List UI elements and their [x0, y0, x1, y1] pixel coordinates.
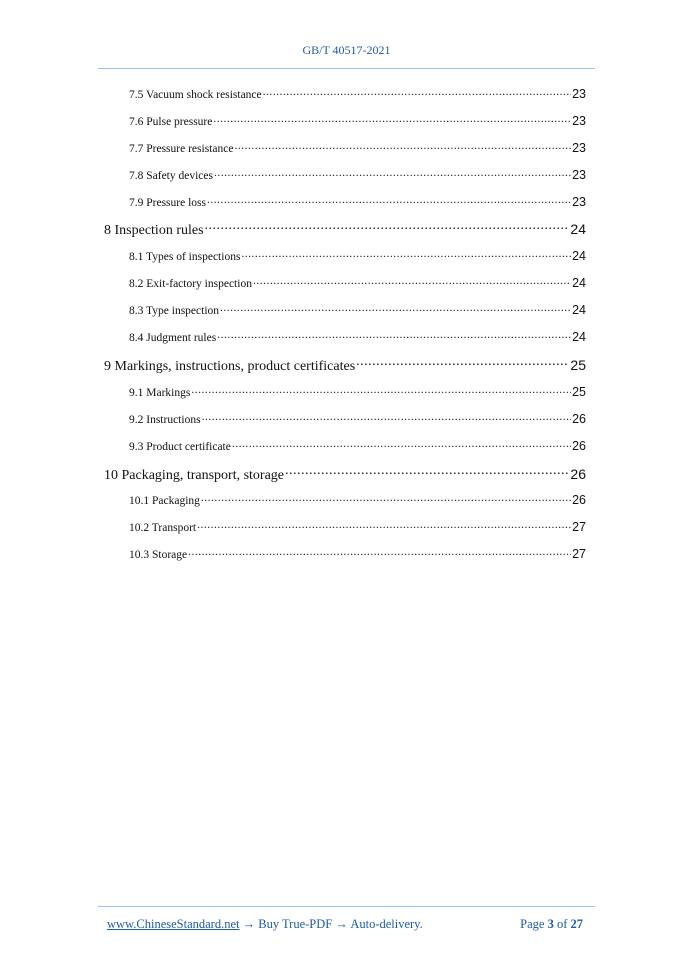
toc-entry[interactable]: [129, 194, 586, 209]
toc-dot-leader: [285, 465, 569, 479]
toc-dot-leader: [241, 248, 571, 260]
toc-dot-leader: [232, 438, 571, 450]
toc-entry-page: 26: [572, 492, 586, 507]
toc-entry-page: 26: [572, 411, 586, 426]
toc-entry-page: 23: [572, 86, 586, 101]
toc-dot-leader: [213, 113, 571, 125]
toc-dot-leader: [263, 86, 571, 98]
site-link[interactable]: www.ChineseStandard.net: [107, 917, 240, 931]
toc-dot-leader: [356, 356, 569, 370]
toc-entry-title: 8.3 Type inspection: [129, 304, 220, 317]
toc-entry-page: 23: [572, 113, 586, 128]
toc-entry[interactable]: [129, 302, 586, 317]
toc-entry[interactable]: [104, 465, 586, 484]
toc-entry[interactable]: [129, 519, 586, 534]
toc-dot-leader: [205, 220, 570, 234]
toc-entry-title: 7.5 Vacuum shock resistance: [129, 88, 262, 101]
toc-entry[interactable]: [129, 546, 586, 561]
footer-promo: [107, 917, 423, 932]
toc-entry[interactable]: [129, 438, 586, 453]
toc-entry-title: 10 Packaging, transport, storage: [104, 468, 285, 483]
toc-entry-title: 9.1 Markings: [129, 386, 191, 399]
auto-delivery-text: Auto-delivery.: [350, 917, 423, 931]
toc-entry[interactable]: [129, 167, 586, 182]
page-current: 3: [547, 917, 554, 931]
toc-entry-title: 7.8 Safety devices: [129, 169, 213, 182]
toc-entry[interactable]: [129, 113, 586, 128]
toc-entry-page: 24: [572, 302, 586, 317]
toc-entry[interactable]: [129, 86, 586, 101]
toc-entry[interactable]: [104, 220, 586, 239]
toc-entry[interactable]: [129, 384, 586, 399]
toc-entry-title: 8.1 Types of inspections: [129, 250, 241, 263]
toc-entry-page: 26: [570, 466, 586, 482]
buy-pdf-link[interactable]: Buy True-PDF: [258, 917, 333, 931]
arrow-right-icon: →: [242, 917, 256, 931]
footer-divider: [98, 906, 595, 907]
toc-dot-leader: [214, 167, 571, 179]
toc-entry[interactable]: [104, 356, 586, 375]
toc-entry[interactable]: [129, 248, 586, 263]
toc-dot-leader: [220, 302, 571, 314]
toc-entry-page: 27: [572, 546, 586, 561]
toc-entry-page: 25: [572, 384, 586, 399]
toc-entry-title: 8.4 Judgment rules: [129, 331, 217, 344]
toc-entry-title: 7.6 Pulse pressure: [129, 115, 213, 128]
toc-entry[interactable]: [129, 140, 586, 155]
toc-entry-title: 8.2 Exit-factory inspection: [129, 277, 252, 290]
toc-entry-page: 26: [572, 438, 586, 453]
toc-entry[interactable]: [129, 492, 586, 507]
toc-dot-leader: [201, 492, 571, 504]
toc-entry-page: 24: [570, 221, 586, 237]
toc-entry-title: 7.7 Pressure resistance: [129, 142, 234, 155]
toc-entry-page: 24: [572, 248, 586, 263]
toc-entry-title: 7.9 Pressure loss: [129, 196, 206, 209]
toc-entry-title: 9.3 Product certificate: [129, 440, 231, 453]
toc-dot-leader: [234, 140, 571, 152]
toc-entry-page: 23: [572, 140, 586, 155]
toc-entry-title: 8 Inspection rules: [104, 223, 204, 238]
page-of: of: [556, 917, 568, 931]
toc-entry-title: 10.3 Storage: [129, 548, 188, 561]
toc-entry-page: 23: [572, 194, 586, 209]
page-total: 27: [570, 917, 583, 931]
toc-dot-leader: [202, 411, 572, 423]
toc-dot-leader: [217, 329, 571, 341]
header-divider: [98, 68, 595, 69]
toc-entry[interactable]: [129, 329, 586, 344]
toc-entry-page: 23: [572, 167, 586, 182]
page-header: GB/T 40517-2021: [302, 43, 391, 57]
toc-dot-leader: [188, 546, 571, 558]
toc-entry-title: 10.1 Packaging: [129, 494, 200, 507]
toc-entry-title: 9.2 Instructions: [129, 413, 201, 426]
toc-dot-leader: [197, 519, 571, 531]
toc-entry-page: 24: [572, 275, 586, 290]
toc-dot-leader: [207, 194, 571, 206]
toc-entry-title: 9 Markings, instructions, product certificates: [104, 359, 356, 374]
page-label: Page: [520, 917, 545, 931]
toc-entry-page: 25: [570, 357, 586, 373]
toc-dot-leader: [253, 275, 571, 287]
page-number: [520, 917, 583, 932]
toc-entry[interactable]: [129, 411, 586, 426]
arrow-right-icon: →: [335, 917, 348, 931]
toc-entry-page: 24: [572, 329, 586, 344]
toc-entry[interactable]: [129, 275, 586, 290]
toc-entry-page: 27: [572, 519, 586, 534]
toc-entry-title: 10.2 Transport: [129, 521, 197, 534]
toc-dot-leader: [191, 384, 571, 396]
